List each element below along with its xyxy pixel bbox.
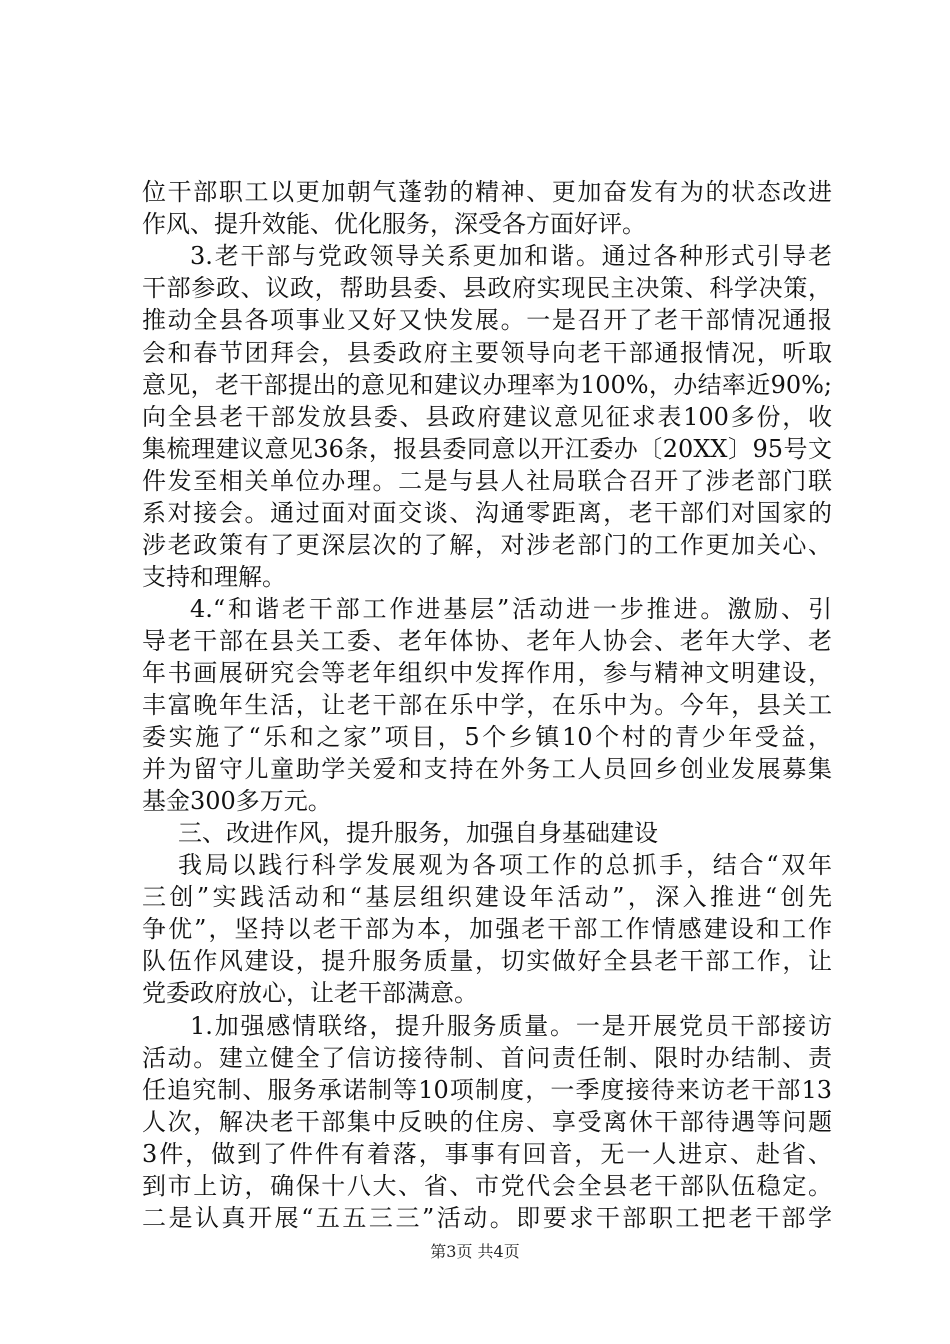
text-line: 1.加强感情联络，提升服务质量。一是开展党员干部接访 [190, 1012, 832, 1040]
text-line: 4.“和谐老干部工作进基层”活动进一步推进。激励、引 [190, 595, 832, 623]
text-line: 推动全县各项事业又好又快发展。一是召开了老干部情况通报 [142, 306, 832, 334]
text-line: 二是认真开展“五五三三”活动。即要求干部职工把老干部学 [142, 1204, 832, 1232]
text-line: 3.老干部与党政领导关系更加和谐。通过各种形式引导老 [190, 242, 832, 270]
text-line: 人次，解决老干部集中反映的住房、享受离休干部待遇等问题 [142, 1108, 832, 1136]
text-line: 年书画展研究会等老年组织中发挥作用，参与精神文明建设， [142, 659, 832, 687]
text-line: 作风、提升效能、优化服务，深受各方面好评。 [142, 210, 646, 238]
text-line: 丰富晚年生活，让老干部在乐中学，在乐中为。今年，县关工 [142, 691, 832, 719]
text-line: 活动。建立健全了信访接待制、首问责任制、限时办结制、责 [142, 1044, 832, 1072]
text-line: 件发至相关单位办理。二是与县人社局联合召开了涉老部门联 [142, 467, 832, 495]
section-heading: 三、改进作风，提升服务，加强自身基础建设 [178, 819, 658, 847]
text-line: 干部参政、议政，帮助县委、县政府实现民主决策、科学决策， [142, 274, 832, 302]
text-line: 我局以践行科学发展观为各项工作的总抓手，结合“双年 [178, 851, 832, 879]
text-line: 委实施了“乐和之家”项目，5个乡镇10个村的青少年受益， [142, 723, 832, 751]
text-line: 集梳理建议意见36条，报县委同意以开江委办〔20XX〕95号文 [142, 435, 832, 463]
text-line: 3件，做到了件件有着落，事事有回音，无一人进京、赴省、 [142, 1140, 832, 1168]
text-line: 队伍作风建设，提升服务质量，切实做好全县老干部工作，让 [142, 947, 832, 975]
text-line: 到市上访，确保十八大、省、市党代会全县老干部队伍稳定。 [142, 1172, 832, 1200]
text-line: 支持和理解。 [142, 563, 286, 591]
text-line: 会和春节团拜会，县委政府主要领导向老干部通报情况，听取 [142, 339, 832, 367]
text-line: 系对接会。通过面对面交谈、沟通零距离，老干部们对国家的 [142, 499, 832, 527]
text-line: 位干部职工以更加朝气蓬勃的精神、更加奋发有为的状态改进 [142, 178, 832, 206]
text-line: 涉老政策有了更深层次的了解，对涉老部门的工作更加关心、 [142, 531, 832, 559]
text-line: 导老干部在县关工委、老年体协、老年人协会、老年大学、老 [142, 627, 832, 655]
text-line: 基金300多万元。 [142, 787, 332, 815]
text-line: 三创”实践活动和“基层组织建设年活动”，深入推进“创先 [142, 883, 832, 911]
text-line: 并为留守儿童助学关爱和支持在外务工人员回乡创业发展募集 [142, 755, 832, 783]
text-line: 党委政府放心，让老干部满意。 [142, 979, 478, 1007]
page-number: 第3页 共4页 [430, 1242, 520, 1261]
text-line: 意见，老干部提出的意见和建议办理率为100%，办结率近90%; [142, 371, 832, 399]
text-line: 向全县老干部发放县委、县政府建议意见征求表100多份，收 [142, 403, 832, 431]
text-line: 任追究制、服务承诺制等10项制度，一季度接待来访老干部13 [142, 1076, 832, 1104]
text-line: 争优”，坚持以老干部为本，加强老干部工作情感建设和工作 [142, 915, 832, 943]
